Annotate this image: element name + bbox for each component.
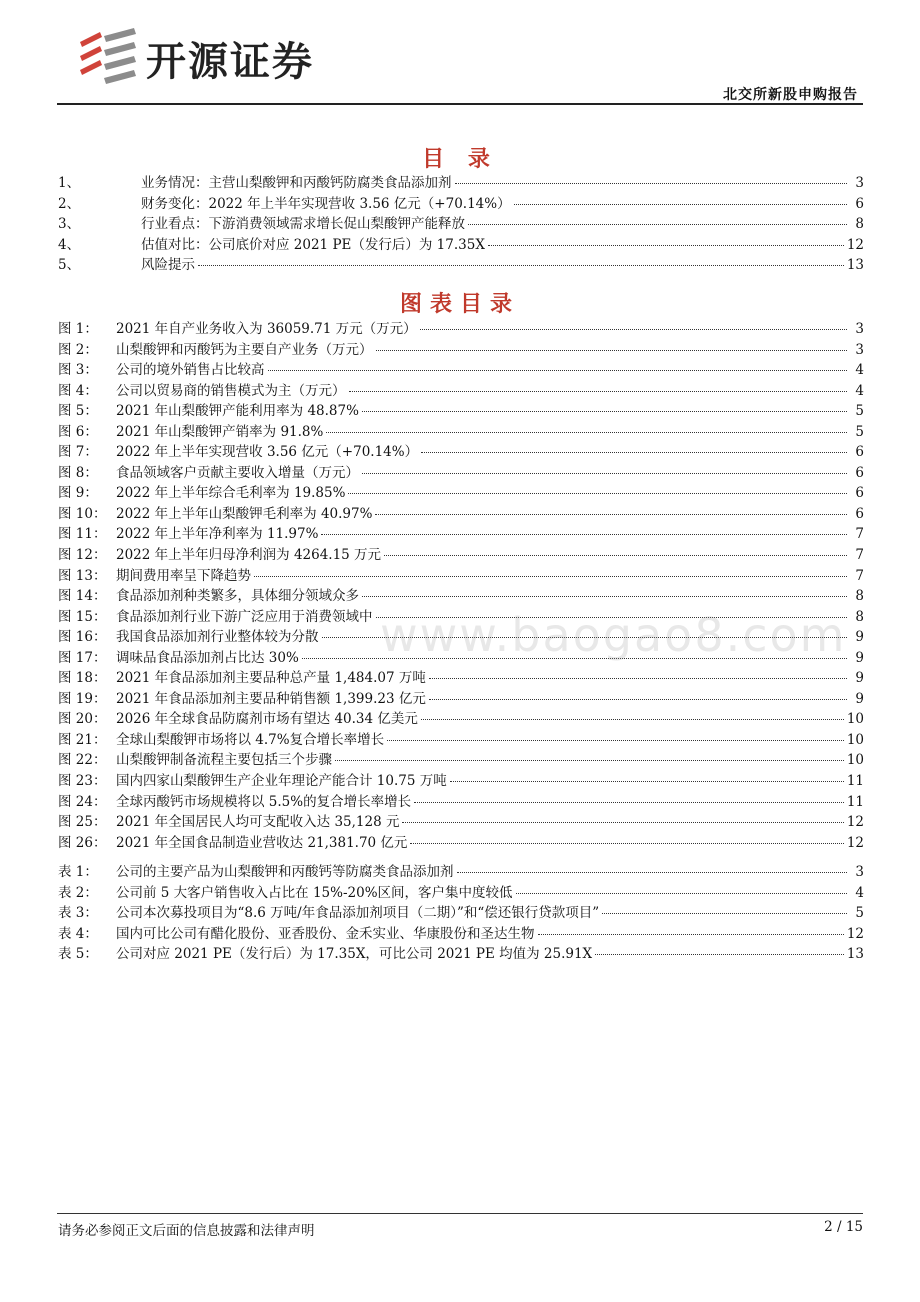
entry-label: 图 6： xyxy=(58,423,98,440)
figure-entry[interactable] xyxy=(58,543,864,564)
entry-page-number: 9 xyxy=(855,670,864,687)
dot-leader xyxy=(421,719,844,720)
entry-page-number: 11 xyxy=(846,793,864,810)
entry-title: 2022 年上半年综合毛利率为 19.85% xyxy=(116,485,346,502)
entry-page-number: 9 xyxy=(855,649,864,666)
entry-title: 全球山梨酸钾市场将以 4.7%复合增长率增长 xyxy=(116,731,385,748)
figure-toc-title: 图表目录 xyxy=(399,291,520,317)
entry-label: 5、 xyxy=(58,257,81,274)
dot-leader xyxy=(429,699,847,700)
figure-entry[interactable] xyxy=(58,790,864,811)
dot-leader xyxy=(514,204,847,205)
entry-title: 我国食品添加剂行业整体较为分散 xyxy=(116,629,319,646)
figure-entry[interactable] xyxy=(58,687,864,708)
entry-label: 图 18： xyxy=(58,670,107,687)
figure-entry[interactable] xyxy=(58,666,864,687)
entry-label: 图 10： xyxy=(58,505,107,522)
dot-leader xyxy=(450,781,844,782)
entry-label: 图 20： xyxy=(58,711,107,728)
entry-title: 期间费用率呈下降趋势 xyxy=(116,567,251,584)
dot-leader xyxy=(384,555,847,556)
entry-title: 风险提示 xyxy=(141,257,195,274)
dot-leader xyxy=(538,934,844,935)
figure-entry[interactable] xyxy=(58,379,864,400)
dot-leader xyxy=(420,329,847,330)
entry-page-number: 4 xyxy=(855,382,864,399)
entry-label: 图 5： xyxy=(58,403,98,420)
entry-label: 3、 xyxy=(58,216,81,233)
dot-leader xyxy=(410,843,843,844)
entry-page-number: 5 xyxy=(855,403,864,420)
entry-label: 表 1： xyxy=(58,864,98,880)
entry-title: 国内可比公司有醋化股份、亚香股份、金禾实业、华康股份和圣达生物 xyxy=(116,925,535,942)
dot-leader xyxy=(335,760,844,761)
entry-label: 图 19： xyxy=(58,690,107,707)
entry-label: 表 5： xyxy=(58,946,98,963)
toc-entry[interactable] xyxy=(58,192,864,213)
entry-title: 2022 年上半年归母净利润为 4264.15 万元 xyxy=(116,547,382,564)
entry-page-number: 13 xyxy=(846,946,864,963)
entry-page-number: 6 xyxy=(855,505,864,522)
entry-page-number: 10 xyxy=(846,752,864,769)
entry-page-number: 6 xyxy=(855,195,864,212)
toc-entry[interactable] xyxy=(58,253,864,274)
entry-label: 4、 xyxy=(58,236,81,253)
entry-title: 财务变化：2022 年上半年实现营收 3.56 亿元（+70.14%） xyxy=(141,195,511,212)
entry-title: 公司的主要产品为山梨酸钾和丙酸钙等防腐类食品添加剂 xyxy=(116,864,454,880)
company-logo-text: 开源证券 xyxy=(146,39,314,85)
entry-label: 图 16： xyxy=(58,629,107,646)
figure-entry[interactable] xyxy=(58,748,864,769)
entry-label: 图 22： xyxy=(58,752,107,769)
figure-entry[interactable] xyxy=(58,358,864,379)
figure-entry[interactable] xyxy=(58,440,864,461)
dot-leader xyxy=(488,245,844,246)
figure-entry[interactable] xyxy=(58,922,864,943)
entry-title: 2021 年山梨酸钾产销率为 91.8% xyxy=(116,423,324,440)
toc-title: 目 录 xyxy=(422,146,498,172)
dot-leader xyxy=(455,183,848,184)
dot-leader xyxy=(468,224,847,225)
entry-label: 1、 xyxy=(58,175,81,191)
dot-leader xyxy=(362,473,847,474)
entry-title: 山梨酸钾制备流程主要包括三个步骤 xyxy=(116,752,332,769)
entry-page-number: 6 xyxy=(855,444,864,461)
entry-label: 图 3： xyxy=(58,362,98,379)
entry-title: 公司本次募投项目为“8.6 万吨/年食品添加剂项目（二期）”和“偿还银行贷款项目” xyxy=(116,905,600,922)
entry-title: 业务情况：主营山梨酸钾和丙酸钙防腐类食品添加剂 xyxy=(141,175,452,191)
figure-entry[interactable] xyxy=(58,707,864,728)
entry-page-number: 8 xyxy=(855,608,864,625)
entry-page-number: 13 xyxy=(846,257,864,274)
entry-page-number: 12 xyxy=(846,925,864,942)
entry-page-number: 12 xyxy=(846,834,864,851)
entry-label: 图 11： xyxy=(58,526,107,543)
entry-label: 图 8： xyxy=(58,464,98,481)
entry-page-number: 6 xyxy=(855,485,864,502)
entry-page-number: 11 xyxy=(846,773,864,790)
figure-entry[interactable] xyxy=(58,810,864,831)
figure-entry[interactable] xyxy=(58,942,864,963)
figure-entry[interactable] xyxy=(58,420,864,441)
dot-leader xyxy=(516,893,847,894)
figure-toc-list xyxy=(58,317,864,851)
entry-page-number: 9 xyxy=(855,690,864,707)
entry-title: 2021 年食品添加剂主要品种销售额 1,399.23 亿元 xyxy=(116,690,426,707)
entry-title: 食品领域客户贡献主要收入增量（万元） xyxy=(116,464,359,481)
toc-entry[interactable] xyxy=(58,233,864,254)
footer-divider xyxy=(57,1213,863,1214)
entry-label: 表 2： xyxy=(58,884,98,901)
entry-title: 公司以贸易商的销售模式为主（万元） xyxy=(116,382,346,399)
entry-label: 图 21： xyxy=(58,731,107,748)
report-type-label: 北交所新股申购报告 xyxy=(723,87,858,103)
entry-label: 图 9： xyxy=(58,485,98,502)
entry-page-number: 5 xyxy=(855,423,864,440)
entry-page-number: 3 xyxy=(855,175,864,191)
entry-label: 图 14： xyxy=(58,588,107,605)
entry-title: 全球丙酸钙市场规模将以 5.5%的复合增长率增长 xyxy=(116,793,412,810)
entry-label: 2、 xyxy=(58,195,81,212)
entry-title: 公司对应 2021 PE（发行后）为 17.35X，可比公司 2021 PE 均值为 25.91X xyxy=(116,946,593,963)
entry-page-number: 4 xyxy=(855,362,864,379)
kaiyuan-logo-icon xyxy=(78,28,140,84)
entry-title: 估值对比：公司底价对应 2021 PE（发行后）为 17.35X xyxy=(141,236,485,253)
entry-title: 山梨酸钾和丙酸钙为主要自产业务（万元） xyxy=(116,341,373,358)
figure-entry[interactable] xyxy=(58,564,864,585)
dot-leader xyxy=(376,350,848,351)
entry-title: 国内四家山梨酸钾生产企业年理论产能合计 10.75 万吨 xyxy=(116,773,447,790)
entry-label: 图 7： xyxy=(58,444,98,461)
entry-page-number: 12 xyxy=(846,814,864,831)
dot-leader xyxy=(349,391,848,392)
figure-entry[interactable] xyxy=(58,481,864,502)
entry-page-number: 8 xyxy=(855,216,864,233)
dot-leader xyxy=(402,822,843,823)
figure-entry[interactable] xyxy=(58,338,864,359)
page-header xyxy=(0,0,920,110)
entry-title: 2021 年全国居民人均可支配收入达 35,128 元 xyxy=(116,814,400,831)
dot-leader xyxy=(321,534,847,535)
entry-title: 2021 年山梨酸钾产能利用率为 48.87% xyxy=(116,403,359,420)
entry-page-number: 9 xyxy=(855,629,864,646)
entry-label: 图 2： xyxy=(58,341,98,358)
page-number: 2 / 15 xyxy=(824,1219,863,1235)
figure-entry[interactable] xyxy=(58,584,864,605)
dot-leader xyxy=(375,514,847,515)
figure-entry[interactable] xyxy=(58,728,864,749)
entry-page-number: 3 xyxy=(855,321,864,337)
entry-title: 食品添加剂种类繁多，具体细分领域众多 xyxy=(116,588,359,605)
dot-leader xyxy=(362,596,847,597)
entry-title: 公司前 5 大客户销售收入占比在 15%-20%区间，客户集中度较低 xyxy=(116,884,513,901)
entry-page-number: 3 xyxy=(855,341,864,358)
entry-label: 图 26： xyxy=(58,834,107,851)
toc-list xyxy=(58,171,864,274)
figure-entry[interactable] xyxy=(58,522,864,543)
entry-label: 图 15： xyxy=(58,608,107,625)
dot-leader xyxy=(387,740,844,741)
dot-leader xyxy=(254,576,847,577)
dot-leader xyxy=(414,802,844,803)
entry-page-number: 4 xyxy=(855,884,864,901)
entry-label: 图 23： xyxy=(58,773,107,790)
entry-page-number: 10 xyxy=(846,711,864,728)
entry-page-number: 6 xyxy=(855,464,864,481)
entry-page-number: 8 xyxy=(855,588,864,605)
entry-title: 2022 年上半年山梨酸钾毛利率为 40.97% xyxy=(116,505,373,522)
entry-page-number: 10 xyxy=(846,731,864,748)
entry-title: 2026 年全球食品防腐剂市场有望达 40.34 亿美元 xyxy=(116,711,418,728)
entry-page-number: 7 xyxy=(855,567,864,584)
figure-entry[interactable] xyxy=(58,881,864,902)
header-divider xyxy=(57,103,863,105)
entry-label: 图 17： xyxy=(58,649,107,666)
entry-page-number: 5 xyxy=(855,905,864,922)
entry-page-number: 12 xyxy=(846,236,864,253)
entry-label: 图 4： xyxy=(58,382,98,399)
entry-title: 行业看点：下游消费领域需求增长促山梨酸钾产能释放 xyxy=(141,216,465,233)
figure-entry[interactable] xyxy=(58,502,864,523)
entry-label: 图 13： xyxy=(58,567,107,584)
entry-title: 2021 年自产业务收入为 36059.71 万元（万元） xyxy=(116,321,417,337)
entry-page-number: 7 xyxy=(855,547,864,564)
dot-leader xyxy=(457,872,848,873)
entry-label: 图 24： xyxy=(58,793,107,810)
toc-entry[interactable] xyxy=(58,212,864,233)
dot-leader xyxy=(421,452,847,453)
entry-label: 图 25： xyxy=(58,814,107,831)
entry-title: 2022 年上半年实现营收 3.56 亿元（+70.14%） xyxy=(116,444,419,461)
entry-title: 2022 年上半年净利率为 11.97% xyxy=(116,526,319,543)
entry-title: 食品添加剂行业下游广泛应用于消费领域中 xyxy=(116,608,373,625)
footer-disclaimer: 请务必参阅正文后面的信息披露和法律声明 xyxy=(58,1223,315,1239)
figure-entry[interactable] xyxy=(58,831,864,852)
entry-title: 2021 年食品添加剂主要品种总产量 1,484.07 万吨 xyxy=(116,670,426,687)
entry-label: 表 4： xyxy=(58,925,98,942)
entry-title: 调味品食品添加剂占比达 30% xyxy=(116,649,299,666)
dot-leader xyxy=(595,954,844,955)
figure-entry[interactable] xyxy=(58,860,864,881)
dot-leader xyxy=(268,370,848,371)
toc-entry[interactable] xyxy=(58,171,864,192)
watermark: www.baogao8.com xyxy=(380,608,847,662)
entry-title: 2021 年全国食品制造业营收达 21,381.70 亿元 xyxy=(116,834,408,851)
figure-entry[interactable] xyxy=(58,769,864,790)
entry-label: 图 1： xyxy=(58,321,98,337)
dot-leader xyxy=(602,913,847,914)
table-toc-list xyxy=(58,860,864,963)
figure-entry[interactable] xyxy=(58,399,864,420)
dot-leader xyxy=(429,678,847,679)
entry-page-number: 7 xyxy=(855,526,864,543)
entry-title: 公司的境外销售占比较高 xyxy=(116,362,265,379)
dot-leader xyxy=(362,411,847,412)
figure-entry[interactable] xyxy=(58,317,864,338)
dot-leader xyxy=(326,432,847,433)
dot-leader xyxy=(198,265,844,266)
entry-label: 表 3： xyxy=(58,905,98,922)
entry-page-number: 3 xyxy=(855,864,864,880)
entry-label: 图 12： xyxy=(58,547,107,564)
dot-leader xyxy=(348,493,847,494)
figure-entry[interactable] xyxy=(58,901,864,922)
figure-entry[interactable] xyxy=(58,461,864,482)
